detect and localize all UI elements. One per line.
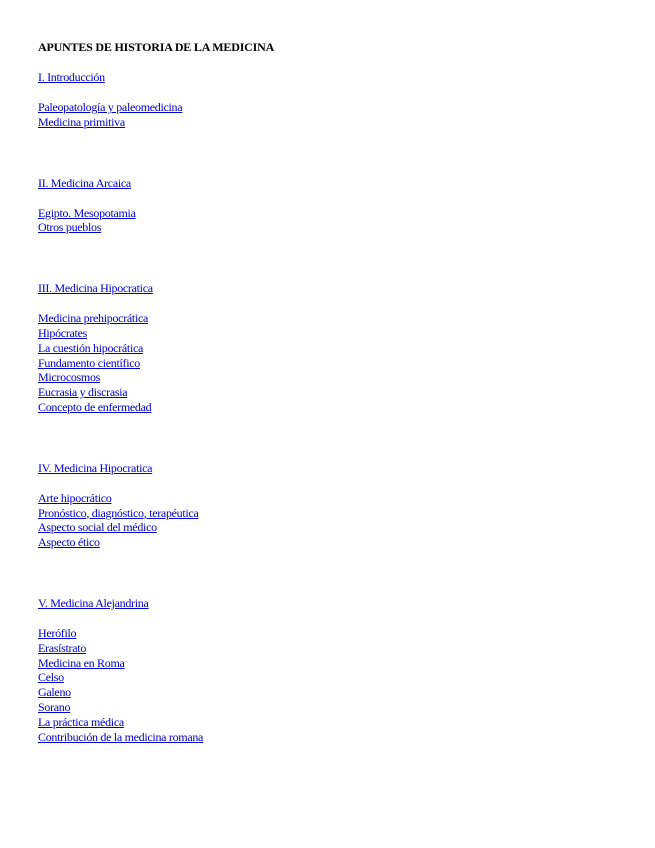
toc-link[interactable]: Medicina primitiva [38, 114, 125, 129]
section-heading-link[interactable]: II. Medicina Arcaica [38, 175, 131, 190]
toc-link[interactable]: Medicina prehipocrática [38, 311, 149, 326]
section-spacer [38, 235, 638, 281]
toc-link[interactable]: Aspecto social del médico [38, 520, 157, 535]
toc-link[interactable]: Herófilo [38, 625, 77, 640]
toc-link[interactable]: Pronóstico, diagnóstico, terapéutica [38, 505, 199, 520]
section-heading-link[interactable]: V. Medicina Alejandrina [38, 595, 149, 610]
section-medicina-hipocratica-2 [38, 461, 638, 550]
toc-link[interactable]: Sorano [38, 699, 71, 714]
toc-link[interactable]: Contribución de la medicina romana [38, 729, 204, 744]
document-page [38, 40, 638, 744]
toc-link[interactable]: Arte hipocrático [38, 490, 112, 505]
toc-link[interactable]: Concepto de enfermedad [38, 399, 152, 414]
section-spacer [38, 550, 638, 596]
toc-link[interactable]: La cuestión hipocrática [38, 340, 144, 355]
toc-link[interactable]: Egipto. Mesopotamia [38, 205, 136, 220]
section-medicina-alejandrina [38, 596, 638, 744]
section-heading-link[interactable]: IV. Medicina Hipocratica [38, 460, 153, 475]
toc-link[interactable]: Fundamento científico [38, 355, 141, 370]
section-introduccion [38, 70, 638, 130]
section-spacer [38, 130, 638, 176]
toc-link[interactable]: Galeno [38, 685, 71, 700]
toc-link[interactable]: Microcosmos [38, 370, 101, 385]
toc-link[interactable]: Erasístrato [38, 640, 87, 655]
toc-link[interactable]: Paleopatología y paleomedicina [38, 100, 183, 114]
section-spacer [38, 415, 638, 461]
toc-link[interactable]: Otros pueblos [38, 220, 102, 235]
toc-link[interactable]: Aspecto ético [38, 535, 100, 550]
toc-link[interactable]: La práctica médica [38, 714, 124, 729]
section-medicina-hipocratica-1 [38, 281, 638, 415]
section-heading-link[interactable]: III. Medicina Hipocratica [38, 281, 153, 296]
section-medicina-arcaica [38, 176, 638, 236]
toc-link[interactable]: Celso [38, 670, 64, 685]
toc-link[interactable]: Hipócrates [38, 325, 87, 340]
toc-link[interactable]: Eucrasia y discrasia [38, 385, 128, 400]
toc-link[interactable]: Medicina en Roma [38, 655, 125, 670]
document-title: APUNTES DE HISTORIA DE LA MEDICINA [38, 40, 275, 54]
section-heading-link[interactable]: I. Introducción [38, 70, 105, 84]
